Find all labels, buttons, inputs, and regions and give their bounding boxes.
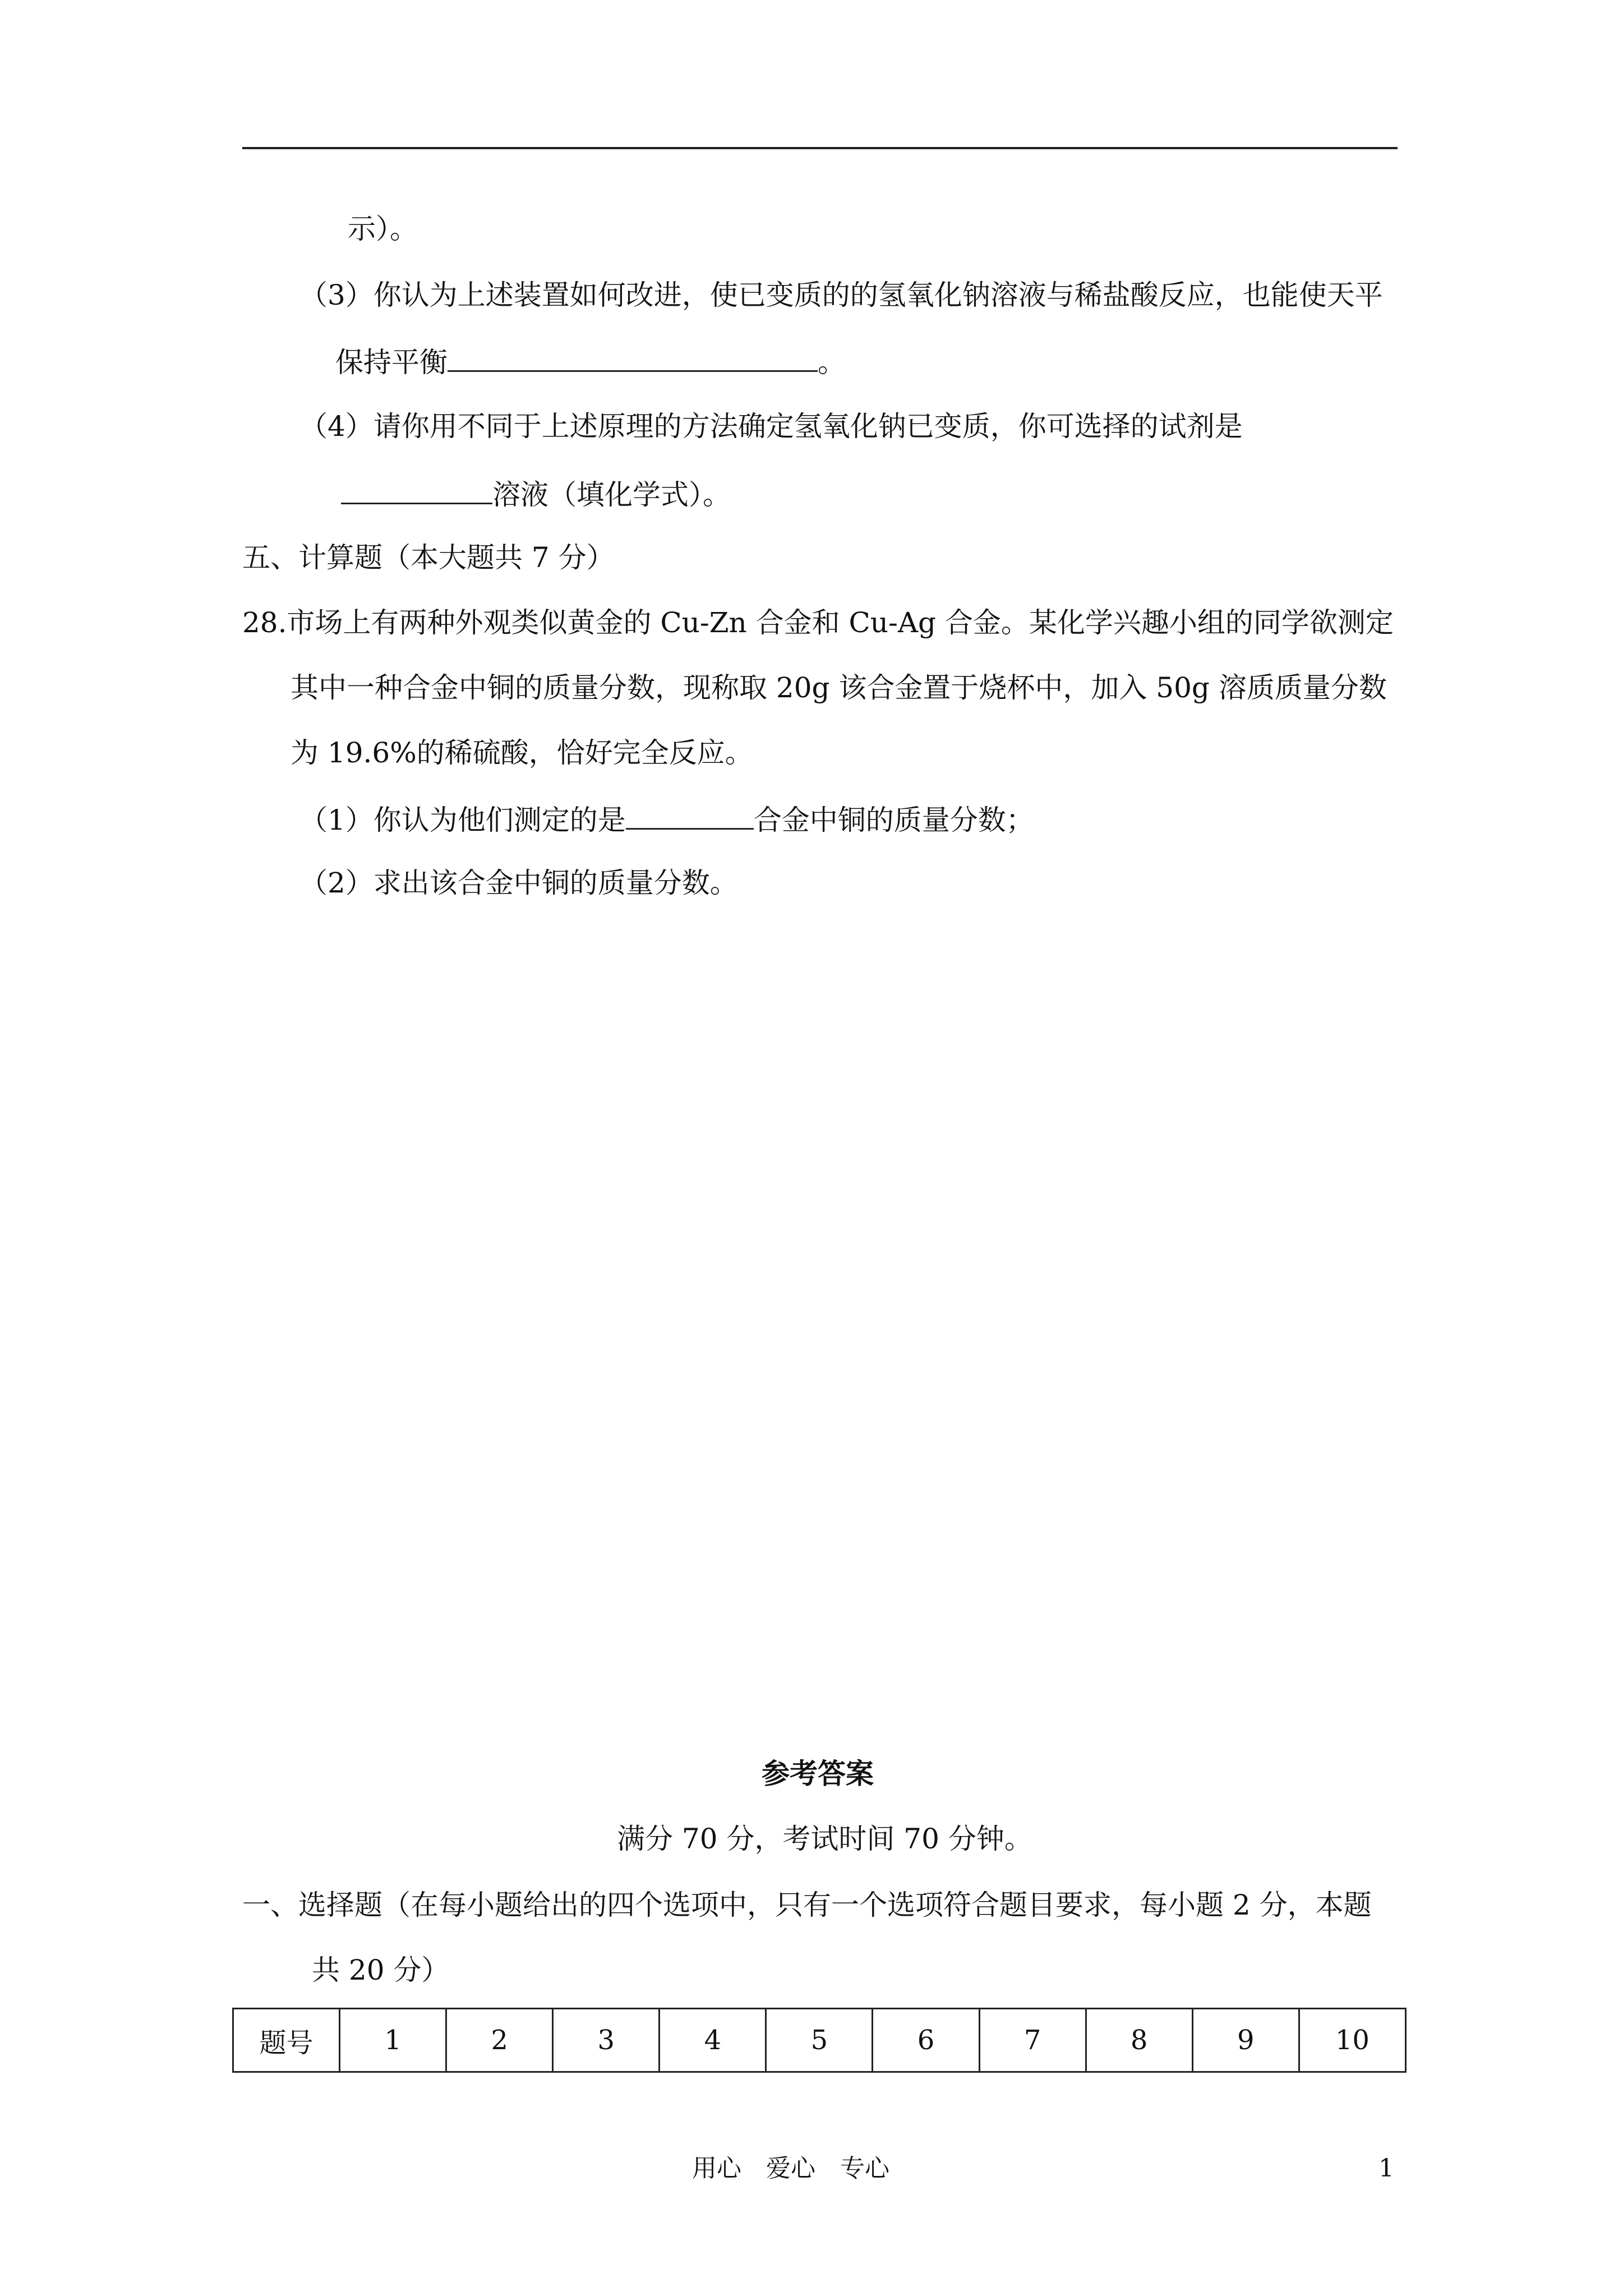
text-segment: 合金中铜的质量分数；	[753, 804, 1034, 836]
answer-section-1-continued: 共 20 分）	[312, 1954, 450, 1986]
question-28-continued: 其中一种合金中铜的质量分数，现称取 20g 该合金置于烧杯中，加入 50g 溶质质量分数	[291, 671, 1387, 704]
question-3: （3）你认为上述装置如何改进，使已变质的的氢氧化钠溶液与稀盐酸反应，也能使天平	[299, 279, 1383, 311]
answer-blank	[626, 801, 754, 830]
answer-section-1: 一、选择题（在每小题给出的四个选项中，只有一个选项符合题目要求，每小题 2 分，本题	[242, 1889, 1372, 1921]
text-line: 示）。	[348, 213, 418, 245]
footer-text: 用心 爱心 专心	[692, 2154, 889, 2183]
question-28-part-2: （2）求出该合金中铜的质量分数。	[299, 867, 738, 899]
question-4-continued	[341, 476, 731, 512]
table-cell: 8	[1086, 2009, 1192, 2072]
question-3-continued	[335, 343, 846, 379]
page-number: 1	[1378, 2154, 1394, 2183]
question-28-part-1	[299, 801, 1034, 837]
question-28-continued: 为 19.6%的稀硫酸，恰好完全反应。	[291, 737, 753, 769]
table-cell: 3	[553, 2009, 660, 2072]
answer-blank	[448, 343, 818, 372]
table-cell: 5	[766, 2009, 873, 2072]
table-cell: 10	[1299, 2009, 1405, 2072]
text-segment: 保持平衡	[335, 346, 448, 379]
question-4: （4）请你用不同于上述原理的方法确定氢氧化钠已变质，你可选择的试剂是	[299, 410, 1243, 443]
section-heading-5: 五、计算题（本大题共 7 分）	[242, 541, 615, 574]
table-cell: 9	[1192, 2009, 1299, 2072]
text-segment: （1）你认为他们测定的是	[299, 804, 626, 836]
table-cell: 2	[446, 2009, 553, 2072]
table-cell: 7	[979, 2009, 1086, 2072]
text-segment: 溶液（填化学式）。	[492, 478, 731, 511]
answer-subtitle: 满分 70 分，考试时间 70 分钟。	[617, 1823, 1032, 1855]
table-cell: 题号	[233, 2009, 340, 2072]
table-cell: 4	[660, 2009, 766, 2072]
text-segment: 。	[818, 346, 846, 379]
header-rule	[242, 147, 1398, 149]
table-cell: 1	[340, 2009, 446, 2072]
table-cell: 6	[873, 2009, 979, 2072]
answer-blank	[341, 476, 492, 504]
answer-title: 参考答案	[762, 1757, 874, 1790]
answer-table	[232, 2008, 1407, 2073]
question-28: 28.市场上有两种外观类似黄金的 Cu-Zn 合金和 Cu-Ag 合金。某化学兴趣小组的同学欲测定	[242, 606, 1394, 639]
table-row	[233, 2009, 1406, 2072]
